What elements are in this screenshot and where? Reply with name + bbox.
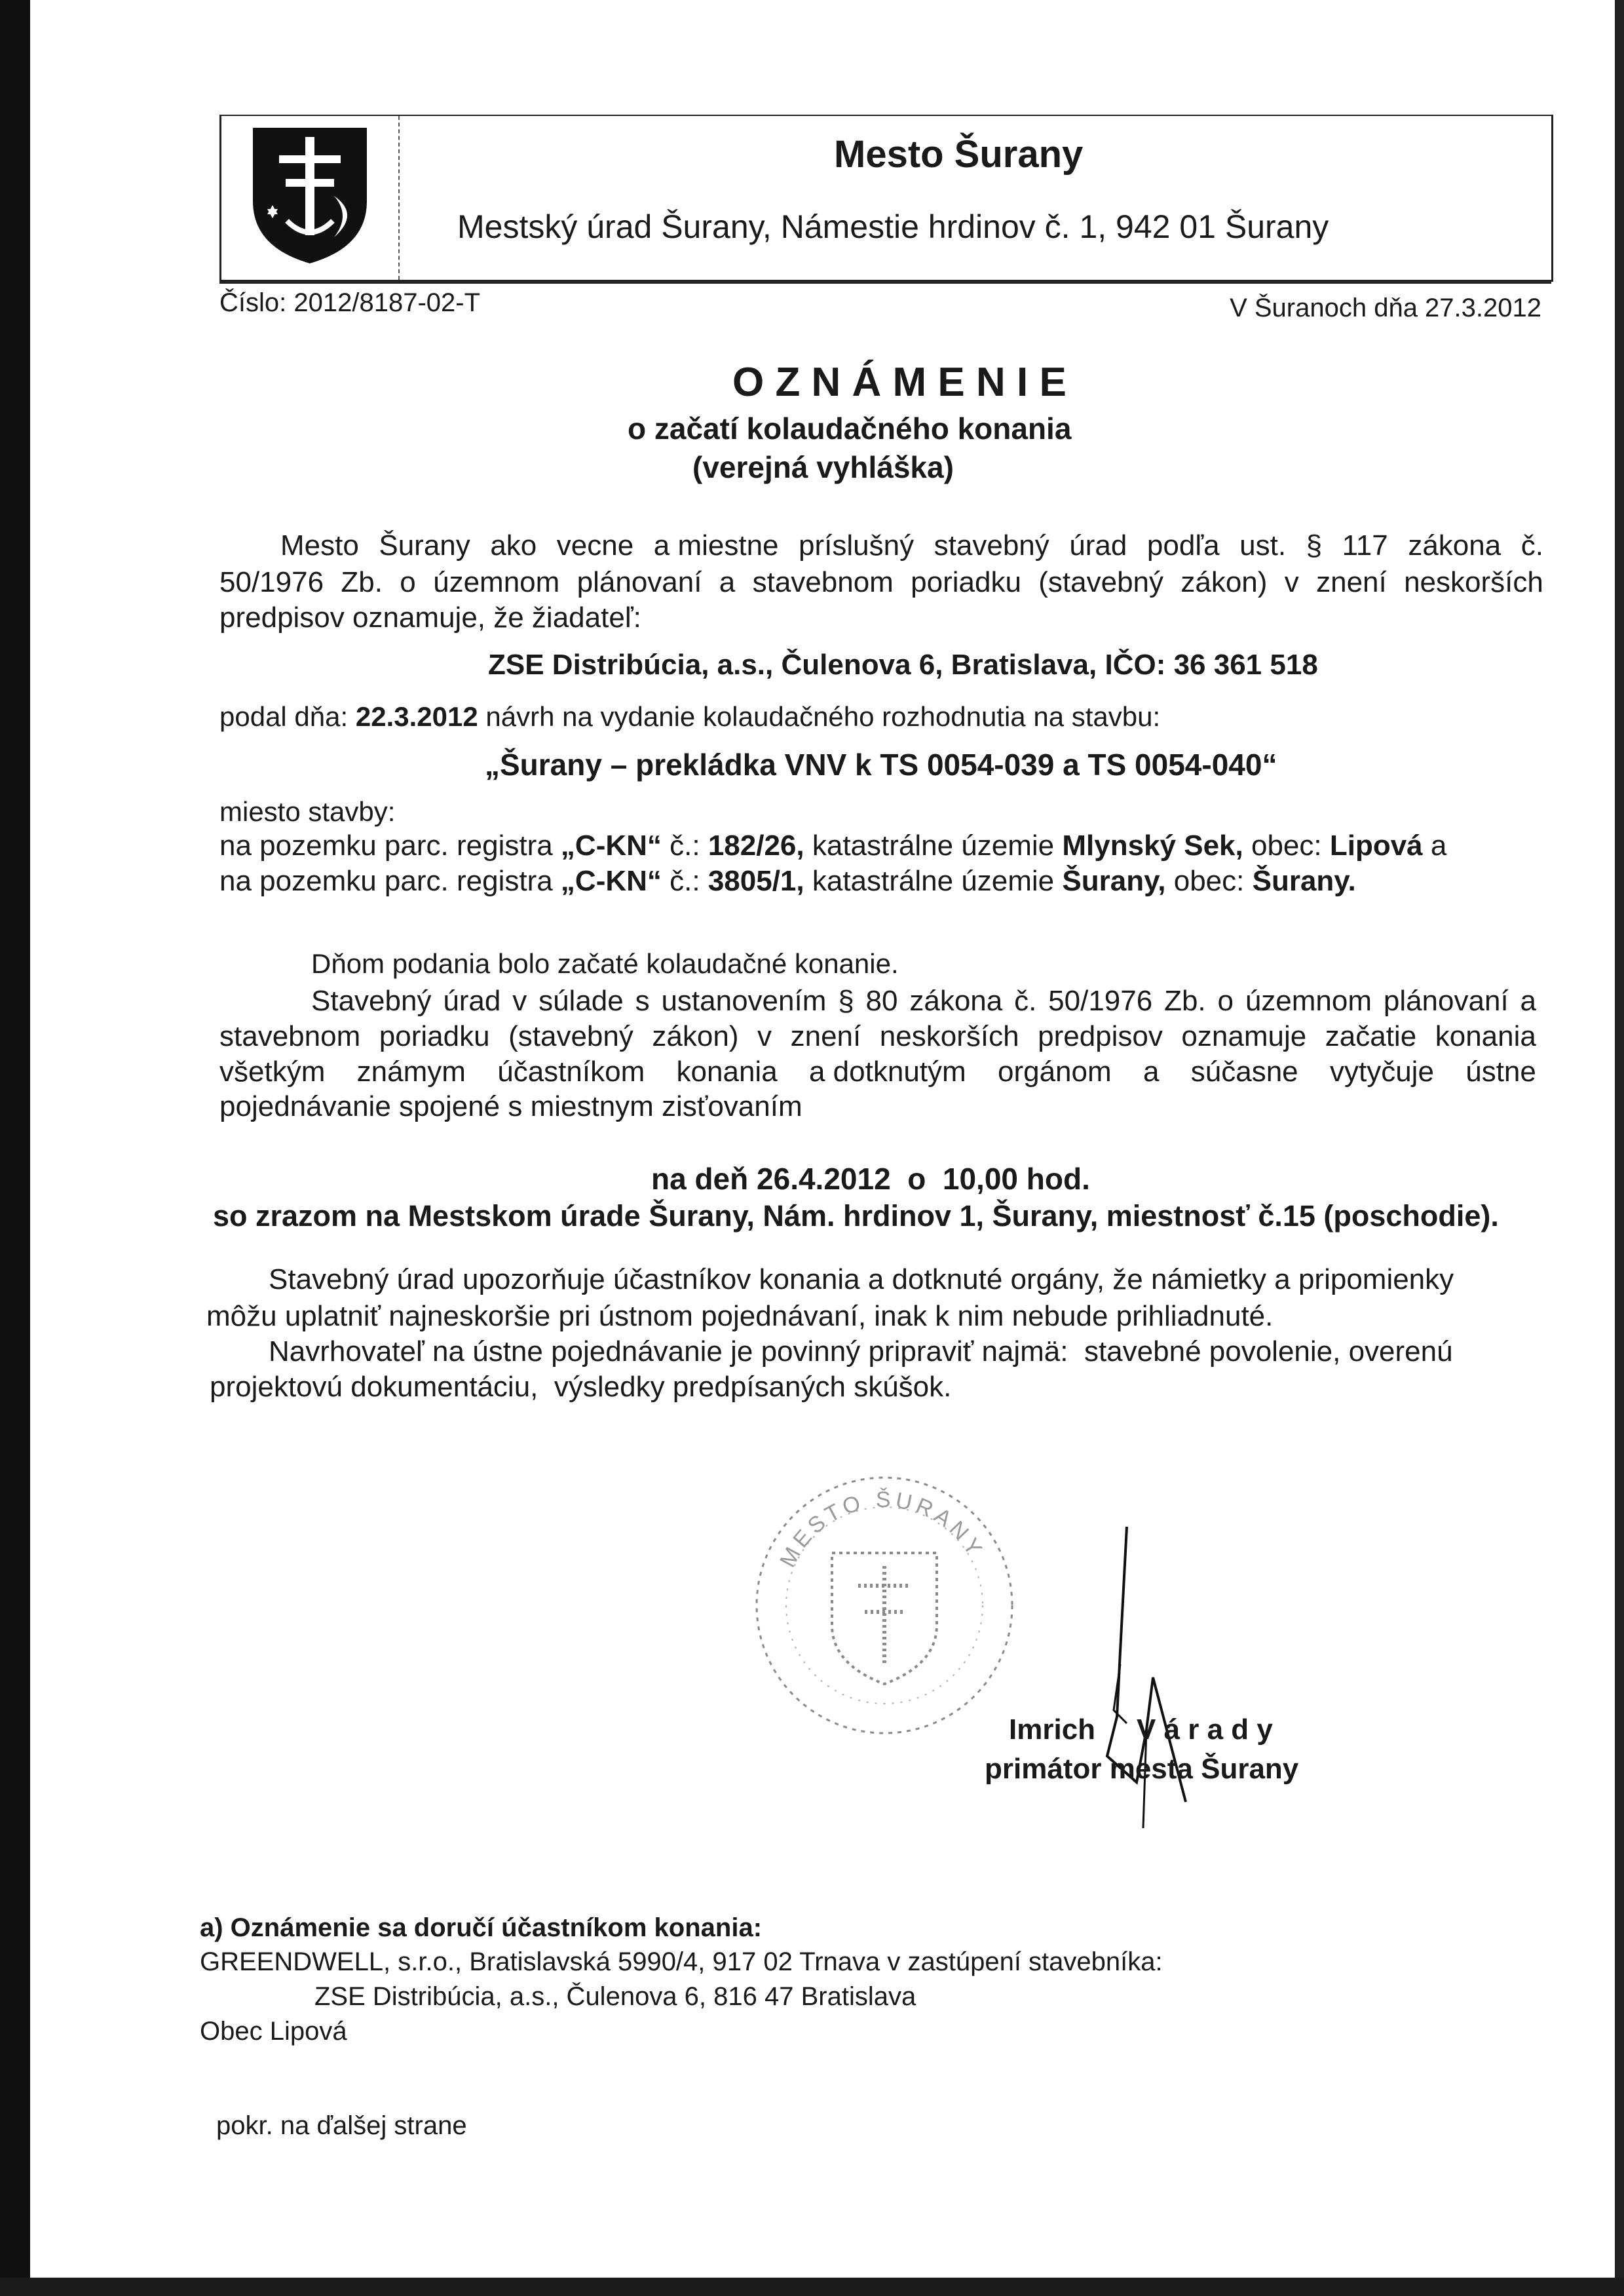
word: ustanovením bbox=[661, 985, 827, 1017]
word: príslušný bbox=[799, 529, 915, 562]
applicant: ZSE Distribúcia, a.s., Čulenova 6, Bratislava, IČO: 36 361 518 bbox=[488, 649, 1318, 681]
notice-line-3: Navrhovateľ na ústne pojednávanie je povinný pripraviť najmä: stavebné povolenie, overenú bbox=[269, 1335, 1453, 1368]
word: (stavebný bbox=[508, 1020, 633, 1052]
word: 50/1976 bbox=[1048, 985, 1153, 1017]
notice-line-2: môžu uplatniť najneskoršie pri ústnom pojednávaní, inak k nim nebude prihliadnuté. bbox=[206, 1300, 1274, 1332]
word: podľa bbox=[1146, 529, 1220, 562]
intro-line-3: predpisov oznamuje, že žiadateľ: bbox=[219, 602, 641, 634]
word: vytyčuje bbox=[1329, 1056, 1434, 1088]
word: o bbox=[1217, 985, 1234, 1017]
word: zákon) bbox=[1180, 566, 1268, 598]
scan-border-right bbox=[1615, 0, 1624, 2296]
word: o bbox=[400, 566, 416, 598]
word: č. bbox=[1014, 985, 1037, 1017]
word: všetkým bbox=[219, 1056, 326, 1088]
town-name: Šurany. bbox=[1252, 865, 1356, 897]
parcel-number: 3805/1, bbox=[708, 865, 804, 897]
signatory-first-name: Imrich bbox=[1009, 1713, 1096, 1746]
word: zákon) bbox=[652, 1020, 739, 1052]
text-part: katastrálne územie bbox=[804, 830, 1063, 862]
word: konania bbox=[676, 1056, 778, 1088]
document-note: (verejná vyhláška) bbox=[692, 450, 954, 484]
reference-number: Číslo: 2012/8187-02-T bbox=[219, 288, 481, 317]
intro-line-1 bbox=[280, 529, 1543, 562]
word: súlade bbox=[538, 985, 624, 1017]
word: zákona bbox=[1408, 529, 1501, 562]
word: vecne bbox=[556, 529, 634, 562]
word: úrad bbox=[1069, 529, 1127, 562]
word: ústne bbox=[1465, 1056, 1536, 1088]
word: stavebný bbox=[934, 529, 1049, 562]
text-part: obec: bbox=[1243, 830, 1330, 862]
word: v bbox=[757, 1020, 772, 1052]
word: súčasne bbox=[1190, 1056, 1298, 1088]
word: územnom bbox=[1245, 985, 1372, 1017]
hearing-date: na deň 26.4.2012 o 10,00 hod. bbox=[651, 1162, 1090, 1196]
delivery-line-2: ZSE Distribúcia, a.s., Čulenova 6, 816 47 Bratislava bbox=[314, 1982, 916, 2011]
town-name: Lipová bbox=[1329, 830, 1423, 862]
register-name: „C-KN“ bbox=[560, 865, 662, 897]
text-part: na pozemku parc. registra bbox=[219, 830, 561, 862]
word: neskorších bbox=[1404, 566, 1543, 598]
submitted-prefix: podal dňa: bbox=[219, 701, 349, 732]
word: ako bbox=[490, 529, 537, 562]
word: a bbox=[1142, 1056, 1160, 1088]
body-line-5: pojednávanie spojené s miestnym zisťovaním bbox=[219, 1090, 803, 1122]
document-title: O Z N Á M E N I E bbox=[732, 360, 1067, 405]
word: predpisov bbox=[1038, 1020, 1163, 1052]
signature bbox=[1081, 1520, 1232, 1835]
scan-border-left bbox=[0, 0, 30, 2296]
notice-line-4: projektovú dokumentáciu, výsledky predpísaných skúšok. bbox=[210, 1371, 952, 1403]
word: plánovaní bbox=[1383, 985, 1509, 1017]
word: a bbox=[1520, 985, 1536, 1017]
place-date: V Šuranoch dňa 27.3.2012 bbox=[1230, 294, 1541, 322]
notice-line-1: Stavebný úrad upozorňuje účastníkov konania a dotknuté orgány, že námietky a pripomienky bbox=[269, 1263, 1454, 1295]
letterhead-title: Mesto Šurany bbox=[834, 133, 1084, 176]
word: v bbox=[1284, 566, 1299, 598]
word: Stavebný bbox=[311, 985, 432, 1017]
text-part: a bbox=[1422, 830, 1447, 862]
text-part: na pozemku parc. registra bbox=[219, 865, 561, 897]
word: § bbox=[838, 985, 854, 1017]
text-part: obec: bbox=[1165, 865, 1253, 897]
submitted-suffix: návrh na vydanie kolaudačného rozhodnutia na stavbu: bbox=[485, 701, 1161, 732]
parcel-number: 182/26, bbox=[708, 830, 804, 862]
body-line-2 bbox=[311, 985, 1536, 1018]
submitted-line bbox=[219, 701, 1160, 733]
word: úrad bbox=[443, 985, 501, 1017]
signatory-surname: V á r a d y bbox=[1137, 1713, 1273, 1746]
word: stavebnom bbox=[219, 1020, 361, 1052]
site-line-1 bbox=[219, 830, 1446, 862]
construction-name: „Šurany – prekládka VNV k TS 0054-039 a TS 0054-040“ bbox=[485, 748, 1277, 782]
crest-cell bbox=[221, 116, 400, 280]
signatory-title: primátor mesta Šurany bbox=[985, 1753, 1299, 1785]
cadastral-area: Šurany, bbox=[1062, 865, 1166, 897]
word: plánovaní bbox=[576, 566, 702, 598]
word: § bbox=[1306, 529, 1323, 562]
word: znení bbox=[790, 1020, 861, 1052]
delivery-line-3: Obec Lipová bbox=[200, 2017, 347, 2046]
site-label: miesto stavby: bbox=[219, 796, 396, 827]
word: účastníkom bbox=[497, 1056, 645, 1088]
text-part: katastrálne územie bbox=[804, 865, 1063, 897]
word: č. bbox=[1520, 529, 1543, 562]
word: 50/1976 bbox=[219, 566, 324, 598]
word: znení bbox=[1316, 566, 1387, 598]
delivery-line-1: GREENDWELL, s.r.o., Bratislavská 5990/4, 917 02 Trnava v zastúpení stavebníka: bbox=[200, 1947, 1163, 1976]
text-part: č.: bbox=[661, 865, 708, 897]
intro-line-2 bbox=[219, 566, 1543, 599]
word: orgánom bbox=[997, 1056, 1112, 1088]
word: Zb. bbox=[1164, 985, 1206, 1017]
submitted-date: 22.3.2012 bbox=[355, 701, 478, 732]
word: konania bbox=[1435, 1020, 1536, 1052]
document-subtitle: o začatí kolaudačného konania bbox=[628, 411, 1072, 446]
hearing-location: so zrazom na Mestskom úrade Šurany, Nám. hrdinov 1, Šurany, miestnosť č.15 (poschodie). bbox=[213, 1199, 1499, 1233]
site-line-2 bbox=[219, 865, 1356, 898]
word: a bbox=[719, 566, 736, 598]
stamp-text: MESTO ŠURANY bbox=[775, 1487, 989, 1572]
text-part: č.: bbox=[661, 830, 708, 862]
word: Šurany bbox=[379, 529, 470, 562]
word: s bbox=[635, 985, 650, 1017]
word: zákona bbox=[909, 985, 1003, 1017]
word: neskorších bbox=[879, 1020, 1019, 1052]
word: ust. bbox=[1239, 529, 1287, 562]
word: Mesto bbox=[280, 529, 359, 562]
official-stamp bbox=[747, 1468, 1022, 1743]
word: územnom bbox=[433, 566, 560, 598]
body-line-1: Dňom podania bolo začaté kolaudačné konanie. bbox=[311, 948, 899, 979]
svg-text:MESTO ŠURANY bbox=[775, 1487, 989, 1571]
word: Zb. bbox=[341, 566, 383, 598]
body-line-4 bbox=[219, 1056, 1536, 1088]
delivery-heading: a) Oznámenie sa doručí účastníkom konania: bbox=[200, 1913, 763, 1942]
register-name: „C-KN“ bbox=[560, 830, 662, 862]
word: poriadku bbox=[379, 1020, 490, 1052]
word: a dotknutým bbox=[808, 1056, 966, 1088]
word: v bbox=[512, 985, 527, 1017]
word: 117 bbox=[1342, 529, 1388, 562]
coat-of-arms-icon bbox=[248, 123, 372, 267]
cadastral-area: Mlynský Sek, bbox=[1062, 830, 1243, 862]
letterhead-divider bbox=[219, 282, 1551, 284]
word: (stavebný bbox=[1038, 566, 1164, 598]
continued-note: pokr. na ďalšej strane bbox=[216, 2111, 467, 2140]
letterhead-address: Mestský úrad Šurany, Námestie hrdinov č. 1, 942 01 Šurany bbox=[457, 208, 1329, 245]
word: a miestne bbox=[653, 529, 779, 562]
word: známym bbox=[356, 1056, 466, 1088]
letterhead bbox=[219, 115, 1553, 282]
scan-border-bottom bbox=[0, 2278, 1624, 2296]
word: poriadku bbox=[911, 566, 1021, 598]
word: stavebnom bbox=[752, 566, 894, 598]
word: začatie bbox=[1325, 1020, 1417, 1052]
word: oznamuje bbox=[1181, 1020, 1307, 1052]
word: 80 bbox=[865, 985, 898, 1017]
body-line-3 bbox=[219, 1020, 1536, 1053]
